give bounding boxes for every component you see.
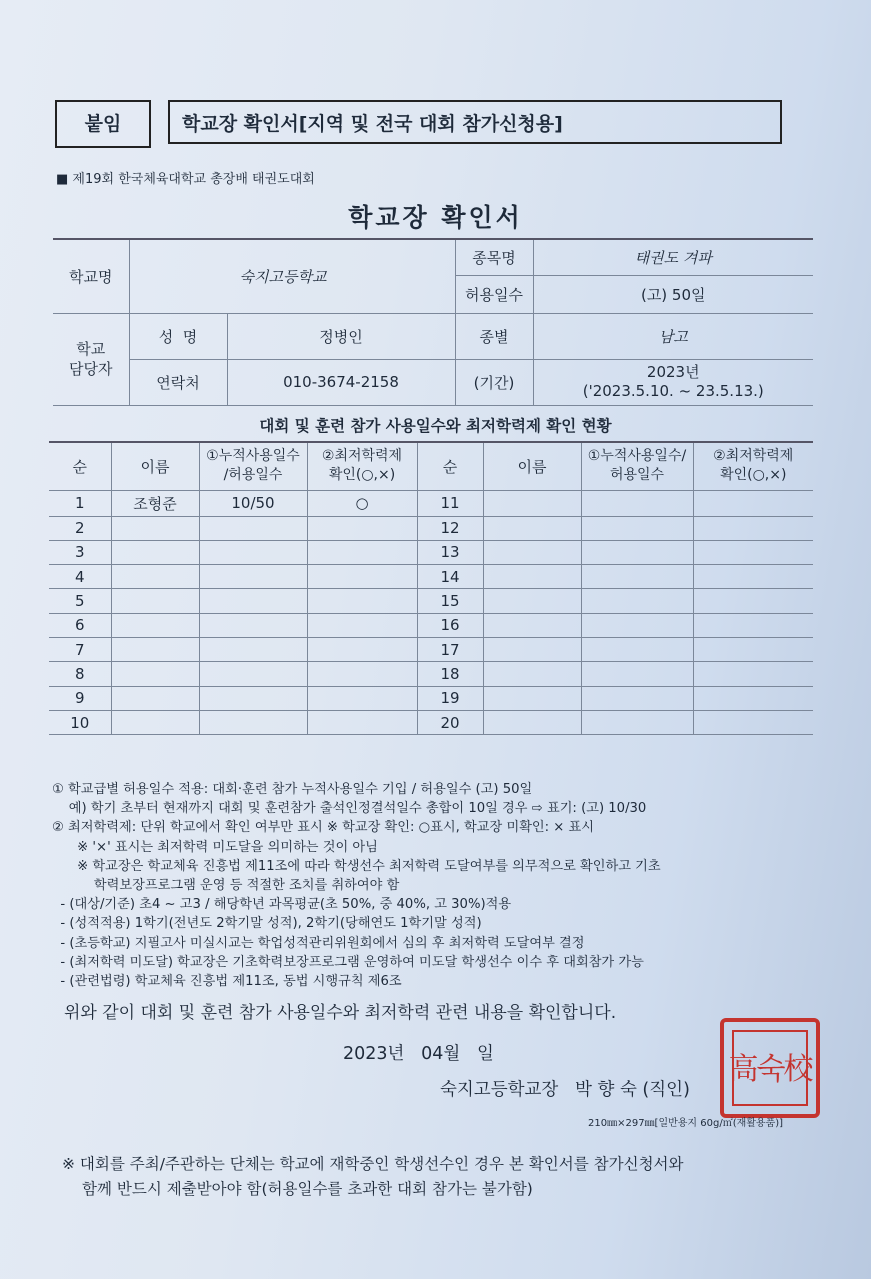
row-days-left	[199, 686, 307, 710]
row-grade-left	[307, 662, 417, 686]
row-name-right	[483, 540, 581, 564]
row-days-left: 10/50	[199, 490, 307, 516]
row-name-right	[483, 589, 581, 613]
allowed-days-label: 허용일수	[455, 275, 533, 313]
attachment-tag: 붙임	[55, 100, 151, 148]
table-row	[49, 662, 813, 686]
row-no-right: 12	[417, 516, 483, 540]
note-line: - (관련법령) 학교체육 진흥법 제11조, 동법 시행규칙 제6조	[52, 974, 402, 990]
confirm-text: 위와 같이 대회 및 훈련 참가 사용일수와 최저학력 관련 내용을 확인합니다.	[64, 1003, 617, 1023]
row-no-left: 8	[49, 662, 111, 686]
row-grade-right	[693, 589, 813, 613]
name-value: 정병인	[227, 313, 455, 359]
row-days-left	[199, 710, 307, 734]
row-no-left: 6	[49, 613, 111, 637]
row-name-left	[111, 565, 199, 589]
period-range: ('2023.5.10. ~ 23.5.13.)	[582, 382, 764, 400]
row-days-left	[199, 565, 307, 589]
paper-spec: 210㎜×297㎜[일반용지 60g/㎡(재활용품)]	[588, 1118, 784, 1129]
note-line: ※ '×' 표시는 최저학력 미도달을 의미하는 것이 아님	[52, 839, 378, 855]
date-text: 2023년 04월 일	[343, 1044, 494, 1064]
col-no-left: 순	[49, 442, 111, 490]
row-no-right: 17	[417, 637, 483, 661]
note-line: - (대상/기준) 초4 ~ 고3 / 해당학년 과목평균(초 50%, 중 40%, 고 30%)적용	[52, 897, 512, 913]
row-name-left: 조형준	[111, 490, 199, 516]
status-table	[49, 441, 813, 735]
row-grade-left: ○	[307, 490, 417, 516]
contact-label: 연락처	[129, 359, 227, 405]
row-no-right: 13	[417, 540, 483, 564]
row-name-right	[483, 710, 581, 734]
row-days-left	[199, 662, 307, 686]
seal-text: 高숙校	[728, 1052, 812, 1087]
period-value	[533, 359, 813, 405]
manager-label: 학교 담당자	[53, 313, 129, 405]
table-row	[49, 613, 813, 637]
row-name-left	[111, 686, 199, 710]
row-name-left	[111, 613, 199, 637]
row-no-left: 3	[49, 540, 111, 564]
row-no-right: 16	[417, 613, 483, 637]
row-grade-right	[693, 540, 813, 564]
row-name-left	[111, 710, 199, 734]
col-grade-right: ②최저학력제 확인(○,×)	[693, 442, 813, 490]
contact-value: 010-3674-2158	[227, 359, 455, 405]
row-days-right	[581, 710, 693, 734]
row-no-left: 2	[49, 516, 111, 540]
row-grade-right	[693, 686, 813, 710]
row-days-right	[581, 637, 693, 661]
row-grade-left	[307, 589, 417, 613]
official-seal	[720, 1018, 820, 1118]
note-line: - (초등학교) 지필고사 미실시교는 학업성적관리위원회에서 심의 후 최저학력 도달여부 결정	[52, 935, 585, 951]
signer-name: 숙지고등학교장 박 향 숙 (직인)	[440, 1080, 690, 1100]
gender-value: 남고	[533, 313, 813, 359]
row-grade-right	[693, 637, 813, 661]
row-name-right	[483, 516, 581, 540]
row-name-right	[483, 662, 581, 686]
footer-note-line-1: ※ 대회를 주최/주관하는 단체는 학교에 재학중인 학생선수인 경우 본 확인서를 참가신청서와	[62, 1155, 684, 1173]
row-grade-right	[693, 710, 813, 734]
allowed-days-value: (고) 50일	[533, 275, 813, 313]
period-label: (기간)	[455, 359, 533, 405]
row-days-right	[581, 516, 693, 540]
row-days-right	[581, 540, 693, 564]
row-name-right	[483, 565, 581, 589]
col-name-right: 이름	[483, 442, 581, 490]
row-days-right	[581, 589, 693, 613]
row-days-right	[581, 686, 693, 710]
row-grade-right	[693, 565, 813, 589]
table-row	[49, 490, 813, 516]
table-row	[49, 710, 813, 734]
col-no-right: 순	[417, 442, 483, 490]
row-grade-left	[307, 565, 417, 589]
row-days-right	[581, 565, 693, 589]
row-no-right: 14	[417, 565, 483, 589]
table-row	[49, 540, 813, 564]
note-line: ※ 학교장은 학교체육 진흥법 제11조에 따라 학생선수 최저학력 도달여부를 의무적으로 확인하고 기초	[52, 858, 661, 874]
row-days-left	[199, 516, 307, 540]
row-no-right: 19	[417, 686, 483, 710]
school-value: 숙지고등학교	[129, 239, 455, 313]
school-label: 학교명	[53, 239, 129, 313]
row-no-right: 15	[417, 589, 483, 613]
row-days-right	[581, 490, 693, 516]
row-grade-left	[307, 613, 417, 637]
table-row	[49, 565, 813, 589]
note-line: 예) 학기 초부터 현재까지 대회 및 훈련참가 출석인정결석일수 총합이 10일 경우 ⇨ 표기: (고) 10/30	[52, 801, 647, 817]
event-value: 태권도 겨파	[533, 239, 813, 275]
table-title: 대회 및 훈련 참가 사용일수와 최저학력제 확인 현황	[259, 417, 612, 435]
note-line: - (성적적용) 1학기(전년도 2학기말 성적), 2학기(당해연도 1학기말 성적)	[52, 916, 482, 932]
row-no-left: 1	[49, 490, 111, 516]
row-no-right: 20	[417, 710, 483, 734]
row-name-right	[483, 637, 581, 661]
row-no-left: 10	[49, 710, 111, 734]
row-no-left: 4	[49, 565, 111, 589]
row-no-left: 5	[49, 589, 111, 613]
period-year: 2023년	[646, 363, 700, 381]
row-days-left	[199, 637, 307, 661]
col-name-left: 이름	[111, 442, 199, 490]
note-line: 학력보장프로그램 운영 등 적절한 조치를 취하여야 함	[52, 878, 400, 894]
col-days-right: ①누적사용일수/ 허용일수	[581, 442, 693, 490]
note-line: ① 학교급별 허용일수 적용: 대회·훈련 참가 누적사용일수 기입 / 허용일수 (고) 50일	[52, 782, 533, 797]
row-days-right	[581, 613, 693, 637]
row-grade-right	[693, 516, 813, 540]
row-grade-left	[307, 516, 417, 540]
col-grade-left: ②최저학력제 확인(○,×)	[307, 442, 417, 490]
row-grade-left	[307, 686, 417, 710]
note-line: ② 최저학력제: 단위 학교에서 확인 여부만 표시 ※ 학교장 확인: ○표시, 학교장 미확인: × 표시	[52, 820, 595, 836]
note-line: - (최저학력 미도달) 학교장은 기초학력보장프로그램 운영하여 미도달 학생선수 이수 후 대회참가 가능	[52, 954, 644, 970]
row-name-right	[483, 686, 581, 710]
page-title: 학교장 확인서	[348, 203, 523, 232]
row-no-left: 9	[49, 686, 111, 710]
table-row	[49, 686, 813, 710]
event-label: 종목명	[455, 239, 533, 275]
col-days-left: ①누적사용일수 /허용일수	[199, 442, 307, 490]
row-name-right	[483, 490, 581, 516]
row-grade-right	[693, 662, 813, 686]
row-no-right: 18	[417, 662, 483, 686]
table-row	[49, 589, 813, 613]
footer-note-line-2: 함께 반드시 제출받아야 함(허용일수를 초과한 대회 참가는 불가함)	[82, 1180, 533, 1198]
row-name-left	[111, 589, 199, 613]
row-grade-right	[693, 490, 813, 516]
row-days-left	[199, 589, 307, 613]
row-name-left	[111, 540, 199, 564]
info-table	[53, 238, 813, 406]
row-no-right: 11	[417, 490, 483, 516]
name-label: 성 명	[129, 313, 227, 359]
row-name-left	[111, 637, 199, 661]
row-name-right	[483, 613, 581, 637]
row-days-right	[581, 662, 693, 686]
table-row	[49, 637, 813, 661]
notes-section	[52, 780, 661, 991]
row-grade-left	[307, 710, 417, 734]
row-name-left	[111, 516, 199, 540]
row-grade-left	[307, 540, 417, 564]
row-grade-left	[307, 637, 417, 661]
gender-label: 종별	[455, 313, 533, 359]
row-name-left	[111, 662, 199, 686]
row-no-left: 7	[49, 637, 111, 661]
row-days-left	[199, 540, 307, 564]
row-grade-right	[693, 613, 813, 637]
table-row	[49, 516, 813, 540]
document-header-title: 학교장 확인서[지역 및 전국 대회 참가신청용]	[168, 100, 782, 144]
event-line: ■ 제19회 한국체육대학교 총장배 태권도대회	[56, 172, 315, 187]
row-days-left	[199, 613, 307, 637]
